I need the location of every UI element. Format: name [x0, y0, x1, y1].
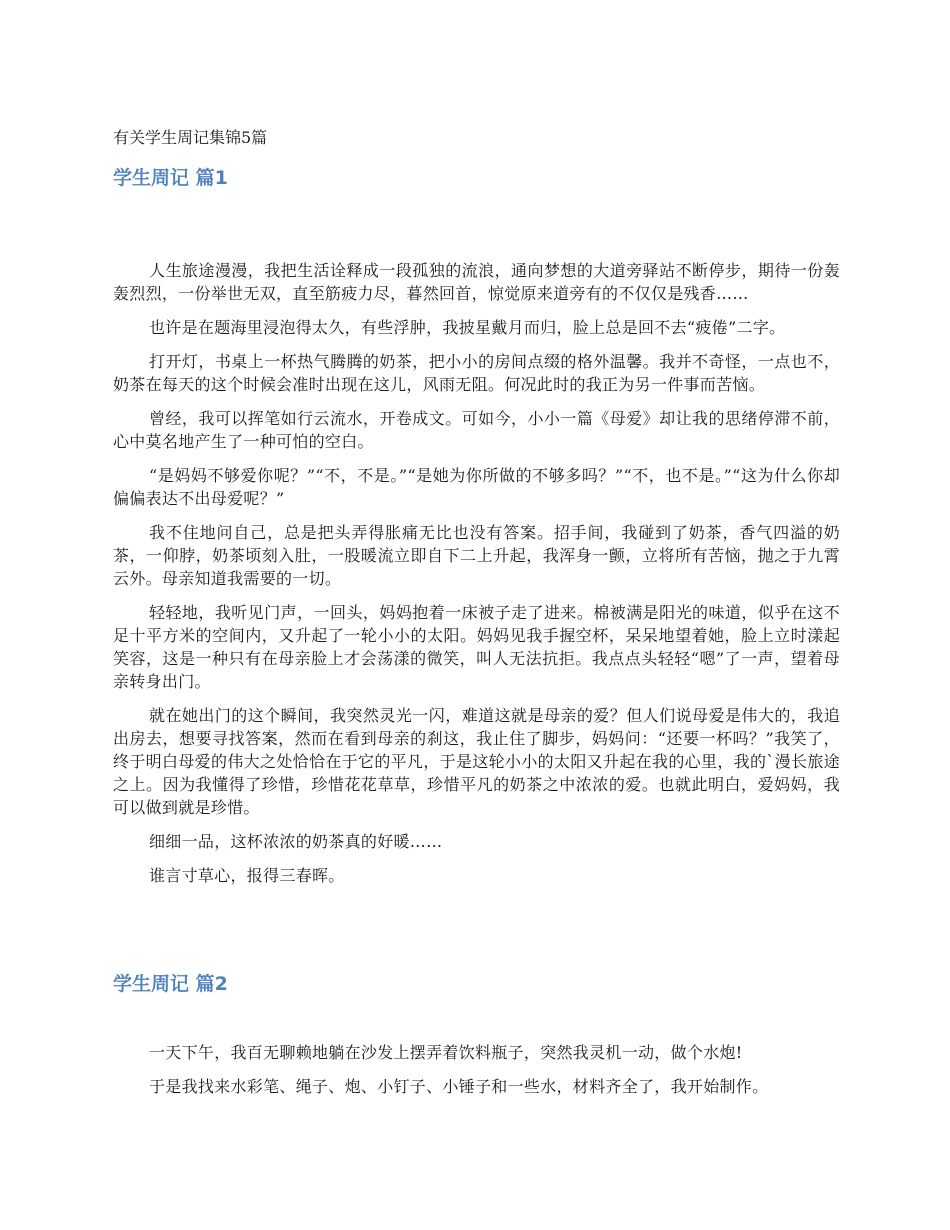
section-heading-1: 学生周记 篇1 — [113, 167, 228, 189]
section-2-body — [113, 1041, 840, 1109]
document-title: 有关学生周记集锦5篇 — [113, 128, 268, 147]
paragraph: “是妈妈不够爱你呢？”“不，不是。”“是她为你所做的不够多吗？”“不，也不是。”“这为什么你却偏偏表达不出母爱呢？” — [113, 466, 840, 508]
paragraph: 于是我找来水彩笔、绳子、炮、小钉子、小锤子和一些水，材料齐全了，我开始制作。 — [149, 1077, 769, 1096]
paragraph: 也许是在题海里浸泡得太久，有些浮肿，我披星戴月而归，脸上总是回不去“疲倦”二字。 — [149, 318, 786, 337]
paragraph: 我不住地问自己，总是把头弄得胀痛无比也没有答案。招手间，我碰到了奶茶，香气四溢的奶茶，一仰脖，奶茶顷刻入肚，一股暖流立即自下二上升起，我浑身一颤，立将所有苦恼，抛之于九霄云外。母亲知道我需要的一切。 — [113, 523, 840, 588]
section-heading-2: 学生周记 篇2 — [113, 973, 228, 995]
paragraph: 谁言寸草心，报得三春晖。 — [149, 866, 345, 885]
paragraph: 人生旅途漫漫，我把生活诠释成一段孤独的流浪，通向梦想的大道旁驿站不断停步，期待一份轰轰烈烈，一份举世无双，直至筋疲力尽，暮然回首，惊觉原来道旁有的不仅仅是残香…… — [113, 261, 840, 303]
paragraph: 就在她出门的这个瞬间，我突然灵光一闪，难道这就是母亲的爱？但人们说母爱是伟大的，我追出房去，想要寻找答案，然而在看到母亲的刹这，我止住了脚步，妈妈问：“还要一杯吗？”我笑了，终于明白母爱的伟大之处恰恰在于它的平凡，于是这轮小小的太阳又升起在我的心里，我的`漫长旅途之上。因为我懂得了珍惜，珍惜花花草草，珍惜平凡的奶茶之中浓浓的爱。也就此明白，爱妈妈，我可以做到就是珍惜。 — [113, 706, 840, 817]
section-1-body — [113, 259, 840, 898]
paragraph: 打开灯，书桌上一杯热气腾腾的奶茶，把小小的房间点缀的格外温馨。我并不奇怪，一点也不，奶茶在每天的这个时候会准时出现在这儿，风雨无阻。何况此时的我正为另一件事而苦恼。 — [113, 352, 840, 394]
paragraph: 轻轻地，我听见门声，一回头，妈妈抱着一床被子走了进来。棉被满是阳光的味道，似乎在这不足十平方米的空间内，又升起了一轮小小的太阳。妈妈见我手握空杯，呆呆地望着她，脸上立时漾起笑容，这是一种只有在母亲脸上才会荡漾的微笑，叫人无法抗拒。我点点头轻轻“嗯”了一声，望着母亲转身出门。 — [113, 603, 840, 691]
paragraph: 曾经，我可以挥笔如行云流水，开卷成文。可如今，小小一篇《母爱》却让我的思绪停滞不前，心中莫名地产生了一种可怕的空白。 — [113, 409, 840, 451]
paragraph: 一天下午，我百无聊赖地躺在沙发上摆弄着饮料瓶子，突然我灵机一动，做个水炮! — [149, 1043, 743, 1062]
paragraph: 细细一品，这杯浓浓的奶茶真的好暖…… — [149, 832, 443, 851]
